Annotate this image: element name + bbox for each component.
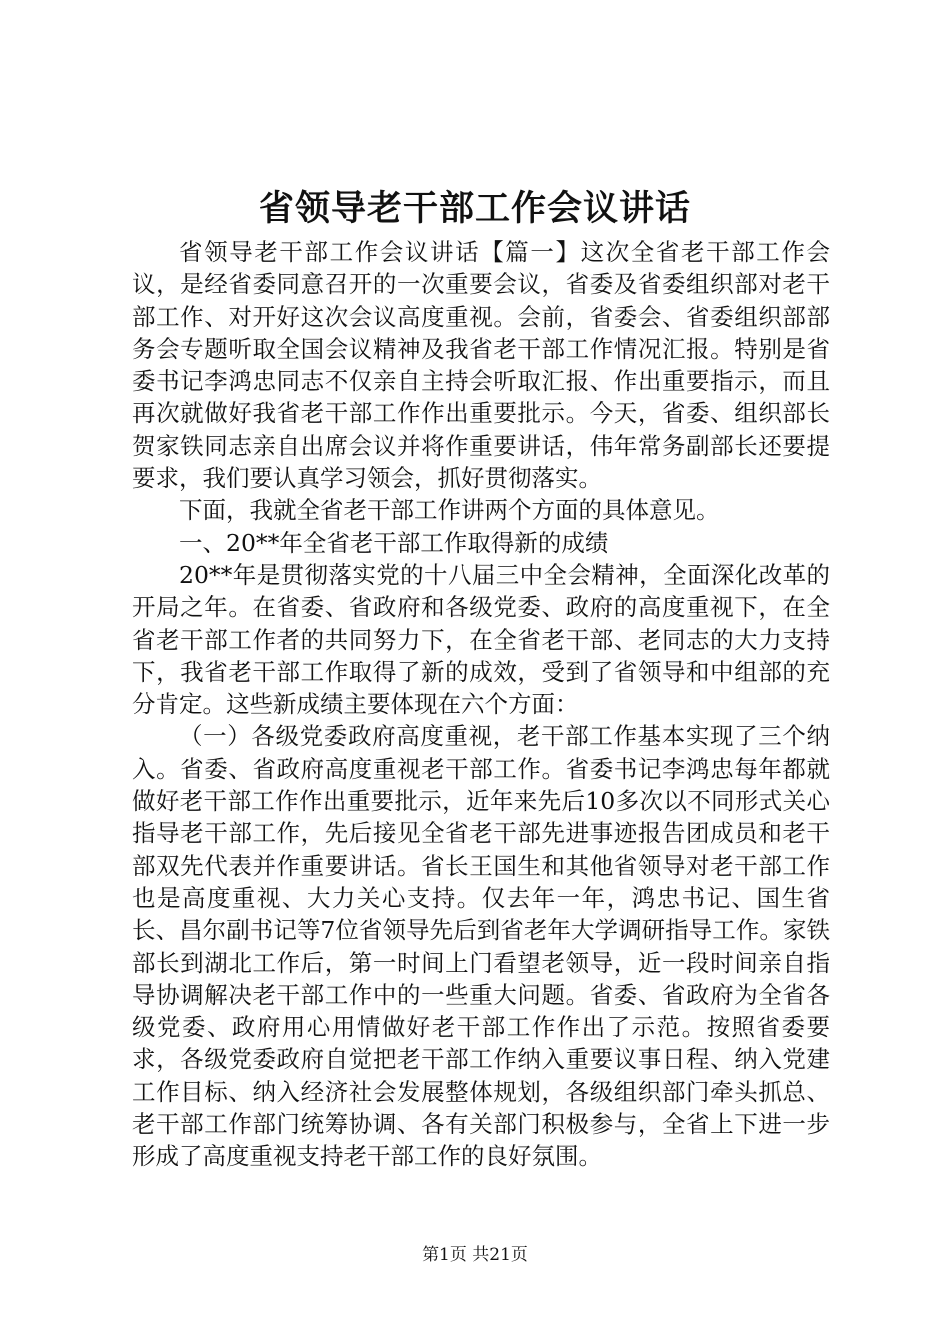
paragraph-achievements: 20**年是贯彻落实党的十八届三中全会精神，全面深化改革的开局之年。在省委、省政府和各级党委、政府的高度重视下，在全省老干部工作者的共同努力下，在全省老干部、老同志的大力支持下，我省老干部工作取得了新的成效，受到了省领导和中组部的充分肯定。这些新成绩主要体现在六个方面： — [132, 560, 830, 719]
paragraph-overview: 下面，我就全省老干部工作讲两个方面的具体意见。 — [179, 496, 720, 525]
document-body — [132, 236, 830, 1173]
document-title: 省领导老干部工作会议讲话 — [258, 188, 691, 229]
page-footer: 第1页 共21页 — [422, 1245, 528, 1265]
paragraph-point-1: （一）各级党委政府高度重视，老干部工作基本实现了三个纳入。省委、省政府高度重视老干部工作。省委书记李鸿忠每年都就做好老干部工作作出重要批示，近年来先后10多次以不同形式关心指导老干部工作，先后接见全省老干部先进事迹报告团成员和老干部双先代表并作重要讲话。省长王国生和其他省领导对老干部工作也是高度重视、大力关心支持。仅去年一年，鸿忠书记、国生省长、昌尔副书记等7位省领导先后到省老年大学调研指导工作。家铁部长到湖北工作后，第一时间上门看望老领导，近一段时间亲自指导协调解决老干部工作中的一些重大问题。省委、省政府为全省各级党委、政府用心用情做好老干部工作作出了示范。按照省委要求，各级党委政府自觉把老干部工作纳入重要议事日程、纳入党建工作目标、纳入经济社会发展整体规划，各级组织部门牵头抓总、老干部工作部门统筹协调、各有关部门积极参与，全省上下进一步形成了高度重视支持老干部工作的良好氛围。 — [132, 722, 830, 1171]
paragraph-intro: 省领导老干部工作会议讲话【篇一】这次全省老干部工作会议，是经省委同意召开的一次重要会议，省委及省委组织部对老干部工作、对开好这次会议高度重视。会前，省委会、省委组织部部务会专题听取全国会议精神及我省老干部工作情况汇报。特别是省委书记李鸿忠同志不仅亲自主持会听取汇报、作出重要指示，而且再次就做好我省老干部工作作出重要批示。今天，省委、组织部长贺家铁同志亲自出席会议并将作重要讲话，伟年常务副部长还要提要求，我们要认真学习领会，抓好贯彻落实。 — [132, 238, 830, 493]
section-heading-1: 一、20**年全省老干部工作取得新的成绩 — [179, 528, 609, 557]
